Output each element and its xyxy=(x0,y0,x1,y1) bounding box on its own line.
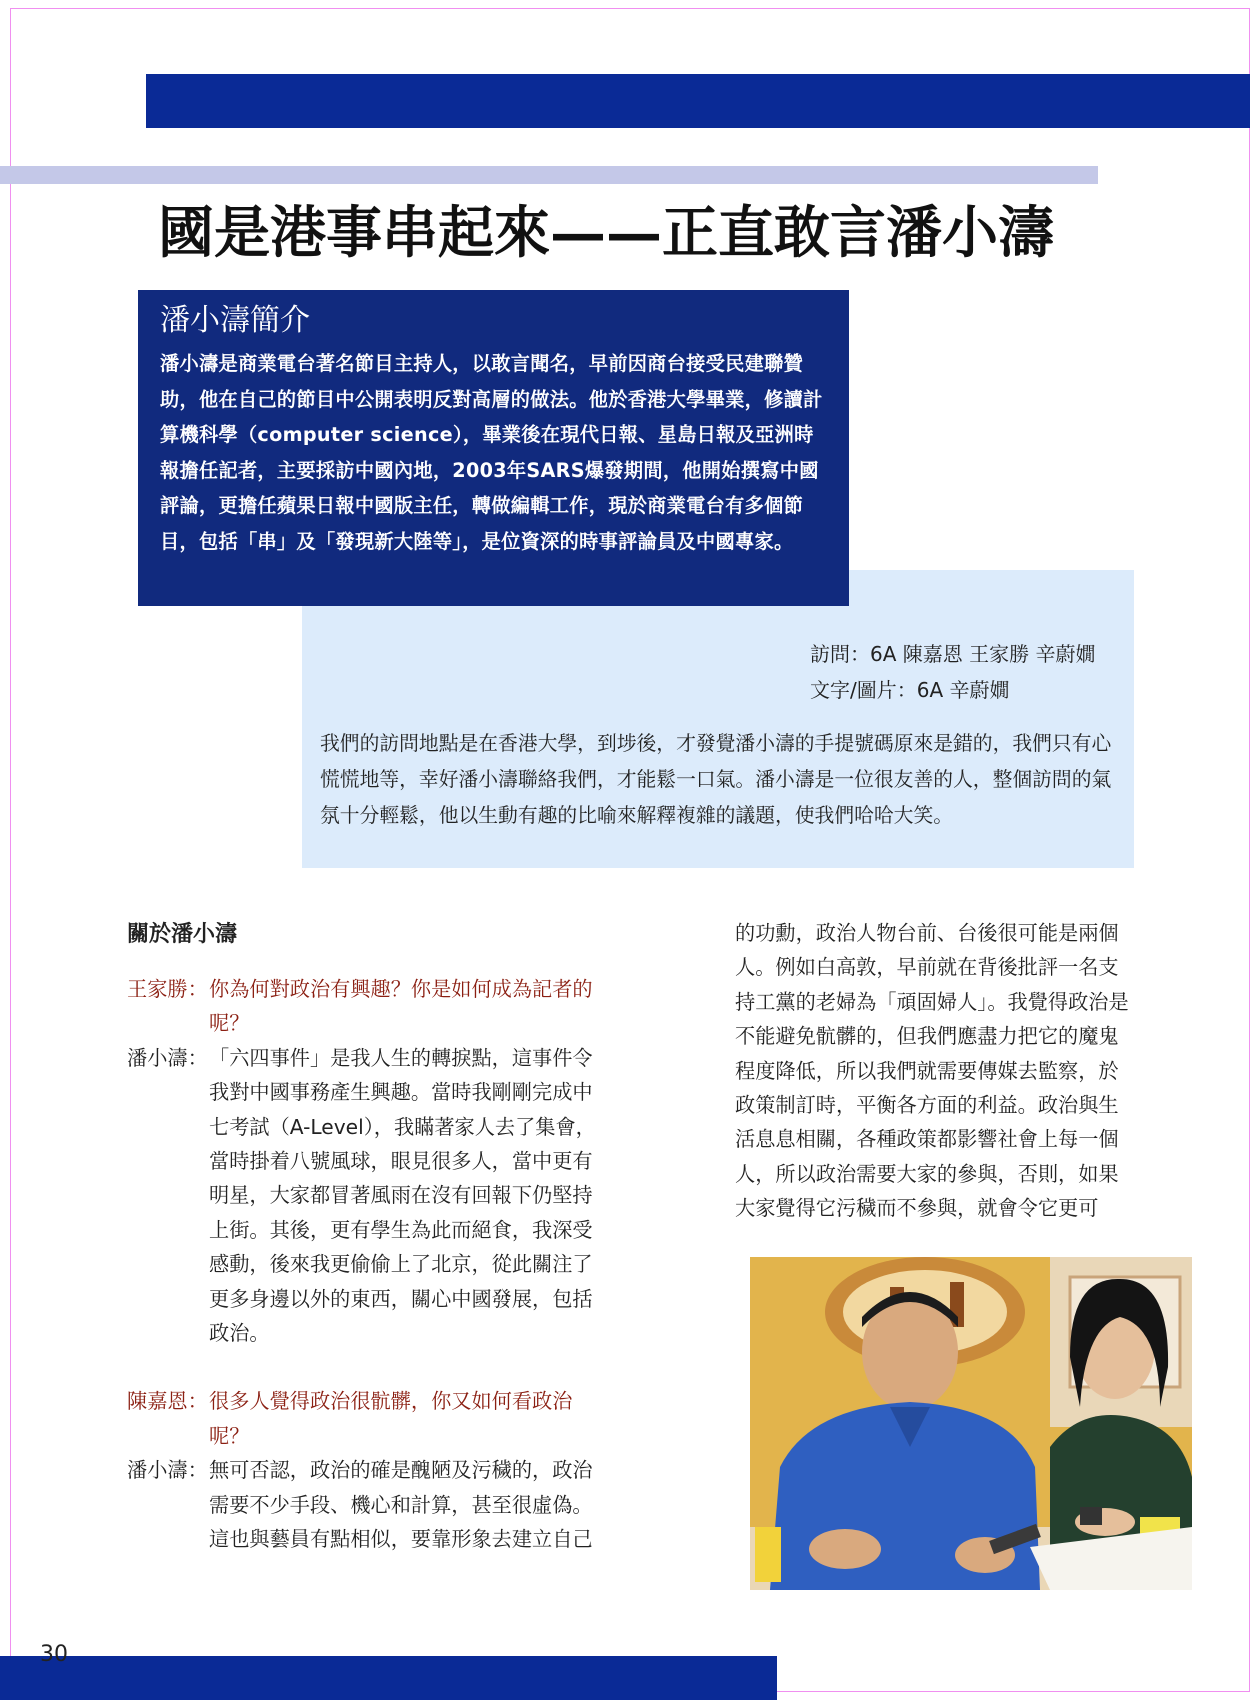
section-heading: 關於潘小濤 xyxy=(127,921,238,947)
top-color-bar xyxy=(146,74,1250,128)
answer-text: 無可否認，政治的確是醜陋及污穢的，政治需要不少手段、機心和計算，甚至很虛偽。這也與藝員有點相似，要靠形象去建立自己 xyxy=(209,1458,593,1552)
article-right-column: 的功勳，政治人物台前、台後很可能是兩個人。例如白高敦，早前就在背後批評一名支持工黨的老婦為「頑固婦人」。我覺得政治是不能避免骯髒的，但我們應盡力把它的魔鬼程度降低，所以我們就需要傳媒去監察，於政策制訂時，平衡各方面的利益。政治與生活息息相關，各種政策都影響社會上每一個人，所以政治需要大家的參與，否則，如果大家覺得它污穢而不參與，就會令它更可 xyxy=(735,921,1129,1221)
page-number: 30 xyxy=(40,1642,68,1667)
lead-paragraph: 我們的訪問地點是在香港大學，到埗後，才發覺潘小濤的手提號碼原來是錯的，我們只有心慌慌地等，幸好潘小濤聯絡我們，才能鬆一口氣。潘小濤是一位很友善的人，整個訪問的氣氛十分輕鬆，他以生動有趣的比喻來解釋複雜的議題，使我們哈哈大笑。 xyxy=(320,732,1112,827)
page-title: 國是港事串起來——正直敢言潘小濤 xyxy=(158,199,1054,266)
credit-interview: 訪問：6A 陳嘉恩 王家勝 辛蔚嫺 xyxy=(810,642,1096,666)
intro-heading: 潘小濤簡介 xyxy=(160,303,310,338)
credit-text-photo: 文字/圖片：6A 辛蔚嫺 xyxy=(810,678,1010,702)
intro-box xyxy=(138,290,849,606)
intro-body: 潘小濤是商業電台著名節目主持人，以敢言聞名，早前因商台接受民建聯贊助，他在自己的節目中公開表明反對高層的做法。他於香港大學畢業，修讀計算機科學（computer science），畢業後在現代日報、星島日報及亞洲時報擔任記者，主要採訪中國內地，2003年SARS爆發期間，他開始撰寫中國評論，更擔任蘋果日報中國版主任，轉做編輯工作，現於商業電台有多個節目，包括「串」及「發現新大陸等」，是位資深的時事評論員及中國專家。 xyxy=(160,352,823,553)
question-1 xyxy=(127,972,607,1041)
interview-photo xyxy=(750,1257,1192,1590)
article-left-column xyxy=(127,916,607,1557)
credits xyxy=(810,636,1095,708)
question-text: 很多人覺得政治很骯髒，你又如何看政治呢？ xyxy=(209,1389,573,1448)
title-highlight-stripe xyxy=(0,166,1098,184)
bottom-color-bar xyxy=(0,1656,777,1700)
answer-text: 「六四事件」是我人生的轉捩點，這事件令我對中國事務產生興趣。當時我剛剛完成中七考試（A-Level），我瞞著家人去了集會，當時掛着八號風球，眼見很多人，當中更有明星，大家都冒著風雨在沒有回報下仍堅持上街。其後，更有學生為此而絕食，我深受感動，後來我更偷偷上了北京，從此關注了更多身邊以外的東西，關心中國發展，包括政治。 xyxy=(209,1045,596,1346)
speaker-label: 潘小濤： xyxy=(127,1045,208,1070)
question-2 xyxy=(127,1384,607,1453)
speaker-label: 王家勝： xyxy=(127,977,208,1001)
question-text: 你為何對政治有興趣？你是如何成為記者的呢？ xyxy=(209,977,593,1036)
speaker-label: 陳嘉恩： xyxy=(127,1389,208,1414)
answer-1 xyxy=(127,1041,607,1351)
answer-2 xyxy=(127,1453,607,1556)
photo-illustration xyxy=(750,1257,1192,1590)
speaker-label: 潘小濤： xyxy=(127,1458,208,1483)
